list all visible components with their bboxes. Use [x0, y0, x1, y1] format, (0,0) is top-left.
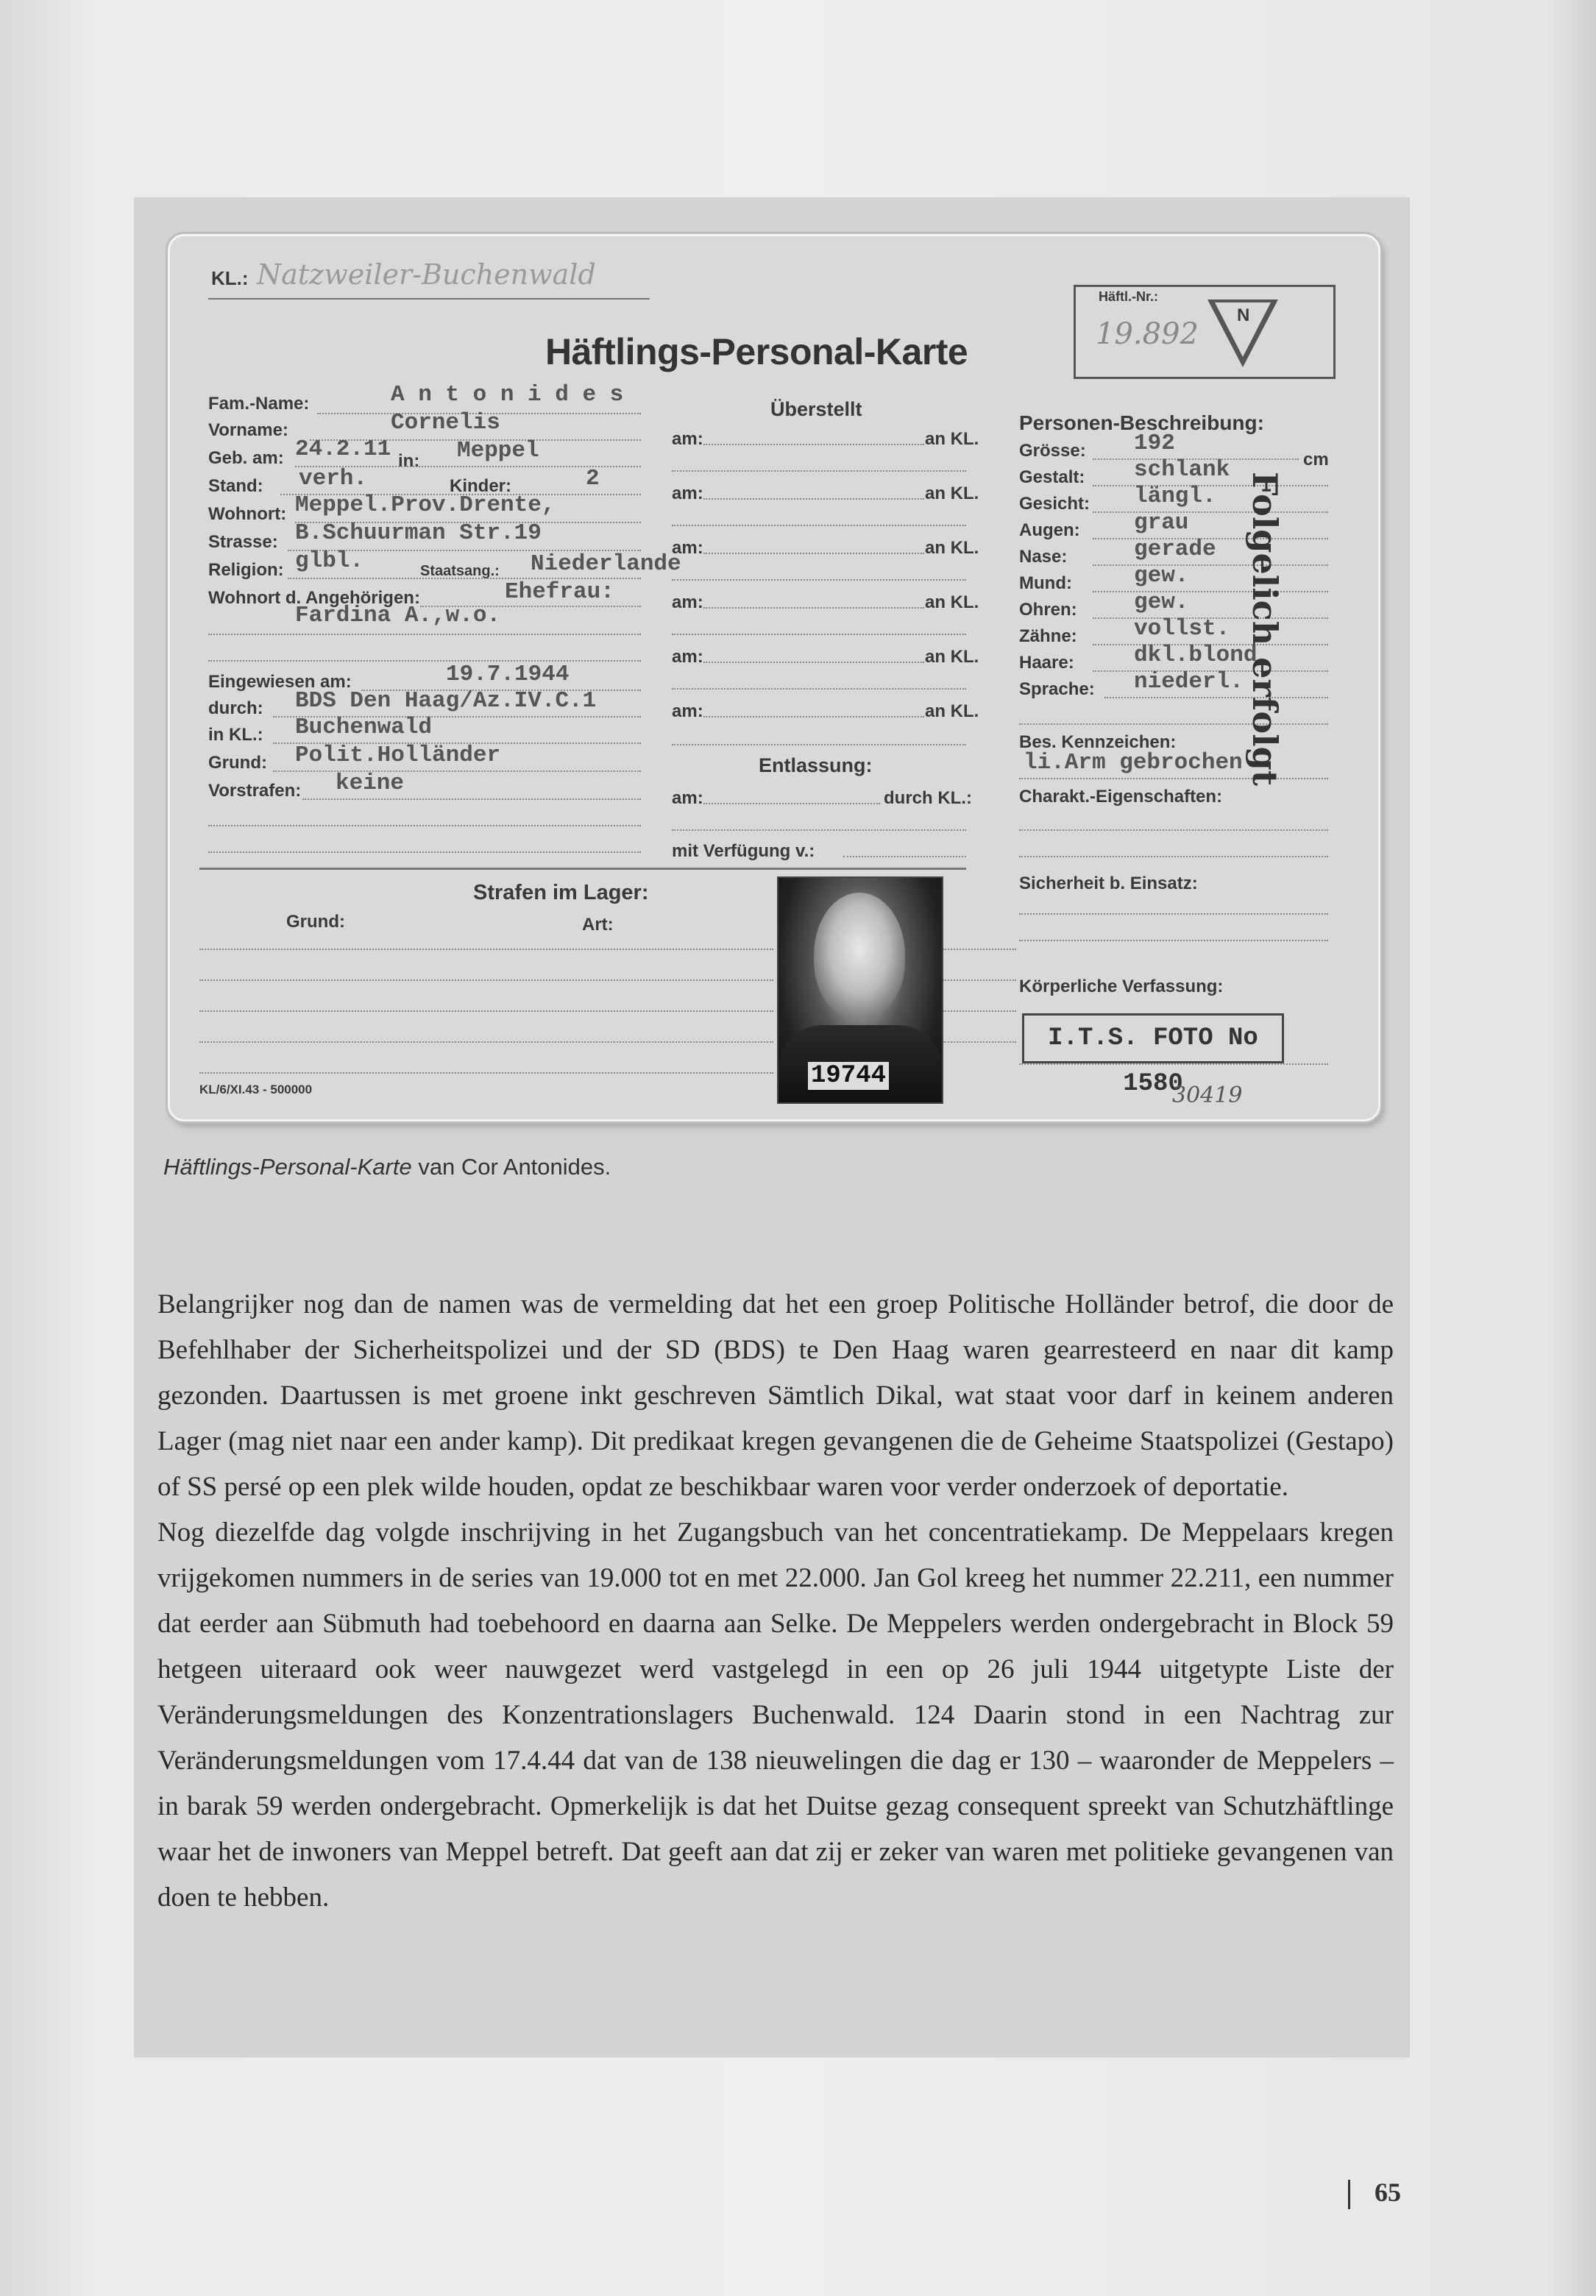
kinder-value: 2 [586, 466, 600, 492]
vorstrafen-value: keine [336, 770, 405, 796]
photo-number: 19744 [808, 1062, 889, 1090]
paragraph: Nog diezelfde dag volgde inschrijving in het Zugangsbuch van het concentratiekamp. De Meppelaars kregen vrijgekomen nummers in de series van 19.000 tot en met 22.000. Jan Gol kreeg het nummer 22.211, een nummer dat eerder aan Sübmuth had toebehoord en daarna aan Selke. De Meppelers werden ondergebracht in Block 59 hetgeen uiteraard ook weer nauwgezet werd vastgelegd in een op 26 juli 1944 uitgetypte Liste der Veränderungsmeldungen des Konzentrationslagers Buchenwald. 124 Daarin stond in een Nachtrag zur Veränderungsmeldungen vom 17.4.44 dat van de 138 nieuwelingen die dag er 130 – waaronder de Meppelers – in barak 59 werden ondergebracht. Opmerkelijk is dat het Duitse gezag consequent spreekt van Schutzhäftlinge waar het de inwoners van Meppel betreft. Dat geeft aan dat zij er zeker van waren met politieke gevangenen van doen te hebben. [157, 1517, 1394, 1913]
personen-header: Personen-Beschreibung: [1019, 411, 1264, 434]
kl-handwriting: Natzweiler-Buchenwald [257, 258, 596, 291]
strasse-value: B.Schuurman Str.19 [295, 520, 542, 546]
religion-value: glbl. [295, 548, 364, 574]
kl-label: KL.: [211, 267, 249, 289]
in-kl-value: Buchenwald [295, 715, 433, 740]
vorname-value: Cornelis [391, 410, 500, 436]
its-foto-stamp: I.T.S. FOTO No 1580 [1022, 1013, 1284, 1063]
strafen-header: Strafen im Lager: [473, 881, 649, 904]
personal-card: KL.: Natzweiler-Buchenwald Häftl.-Nr.: 19.892 N Häftlings-Personal-Karte Fam.-Name: A n t o n i d e s Vorname: Cornelis Geb. am: 24.2.11 in: Meppel Stand: verh. Kinder: 2 Wohnort: Meppel.Prov.Drente, Strasse: B.Schuurman Str.19 Religion: glbl. Staatsang.: Niederlande Wohnort d. Angehörigen: Ehefrau: Fardina A.,w.o. Eingewiesen am: 19.7.1944 durch: BDS Den Haag/Az.IV.C.1 in KL.: Buchenwald Grund: Polit.Holländer Vorstrafen: keine Überstellt am: an KL. am: an KL. am: an KL. am: an KL. am: an KL. am: an KL. Entlassung: am: durch KL.: mit Verfügung v.: Personen-Beschreibung: Grösse: 192 cm Gestalt: schlank Gesicht: längl. Augen: grau Nase: gerade Mund: gew. Ohren: gew. Zähne: vollst. Haare: dkl.blond Sprache: niederl. Bes. Kennzeichen: li.Arm gebrochen Charakt.-Eigenschaften: Sicherheit b. Einsatz: Körperliche Verfassung: Folgelich erfolgt I.T.S. FOTO No 1580 Strafen im Lager: Grund: Art: 19744 KL/6/XI.43 - 500000 30419 [168, 234, 1380, 1122]
card-title: Häftlings-Personal-Karte [545, 331, 968, 372]
wohnort-value: Meppel.Prov.Drente, [295, 492, 556, 518]
sprache-value: niederl. [1134, 669, 1244, 695]
augen-value: grau [1134, 510, 1189, 536]
ueberstellt-header: Überstellt [770, 398, 862, 420]
staatsang-value: Niederlande [531, 551, 681, 577]
vertical-stamp: Folgelich erfolgt [1245, 472, 1285, 787]
bottom-number: 30419 [1172, 1083, 1243, 1108]
page-number-bar [1348, 2180, 1350, 2209]
mund-value: gew. [1134, 563, 1189, 589]
gestalt-value: schlank [1134, 457, 1230, 483]
haare-value: dkl.blond [1134, 642, 1258, 668]
bes-kennzeichen-value: li.Arm gebrochen [1024, 750, 1243, 776]
grund-value: Polit.Holländer [295, 743, 501, 768]
stand-value: verh. [299, 466, 368, 492]
prisoner-number-label: Häftl.-Nr.: [1099, 289, 1158, 304]
eingewiesen-value: 19.7.1944 [446, 662, 570, 687]
nase-value: gerade [1134, 536, 1216, 562]
form-code: KL/6/XI.43 - 500000 [199, 1083, 313, 1096]
durch-value: BDS Den Haag/Az.IV.C.1 [295, 688, 597, 714]
triangle-letter: N [1237, 305, 1250, 325]
gesicht-value: längl. [1134, 483, 1216, 509]
angehoerige-value2: Fardina A.,w.o. [295, 603, 501, 628]
kl-line [208, 298, 650, 300]
entlassung-label: Entlassung: [759, 754, 873, 776]
geb-in-value: Meppel [457, 438, 539, 464]
ohren-value: gew. [1134, 589, 1189, 615]
zaehne-value: vollst. [1134, 616, 1230, 642]
geb-am-value: 24.2.11 [295, 436, 391, 462]
prisoner-photo [777, 876, 943, 1104]
fam-name-value: A n t o n i d e s [391, 382, 624, 408]
angehoerige-value: Ehefrau: [505, 579, 614, 605]
body-text [157, 1282, 1394, 1921]
page-number: 65 [1375, 2178, 1401, 2207]
groesse-value: 192 [1134, 431, 1175, 456]
prisoner-number-value: 19.892 [1096, 317, 1199, 351]
paragraph: Belangrijker nog dan de namen was de vermelding dat het een groep Politische Holländer betrof, die door de Befehlhaber der Sicherheitspolizei und der SD (BDS) te Den Haag waren gearresteerd en naar dit kamp gezonden. Daartussen is met groene inkt geschreven Sämtlich Dikal, wat staat voor darf in keinem anderen Lager (mag niet naar een ander kamp). Dit predikaat kregen gevangenen die de Geheime Staatspolizei (Gestapo) of SS persé op een plek wilde houden, opdat ze beschikbaar waren voor verder onderzoek of deportatie. [157, 1289, 1394, 1502]
card-divider [199, 868, 966, 870]
figure-caption: Häftlings-Personal-Karte van Cor Antonides. [163, 1154, 611, 1180]
